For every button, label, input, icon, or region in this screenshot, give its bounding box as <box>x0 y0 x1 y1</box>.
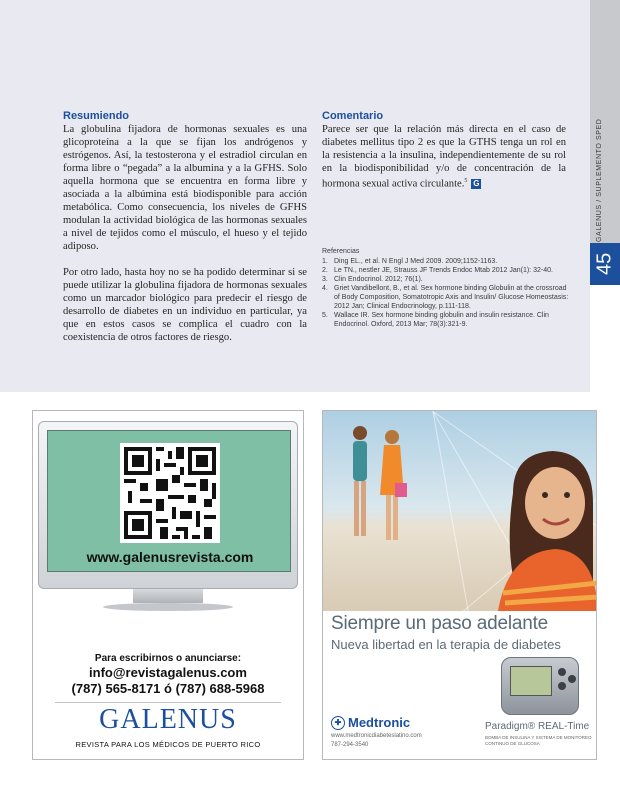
ad-slogan: Siempre un paso adelante <box>331 613 549 634</box>
beach-photo <box>323 411 597 611</box>
reference-item: 4. Griet Vandibellont, B., et al. Sex hormone binding Globulin at the crossroad of Body Composition, Somatotropic Axis and Insulin/ Glucose Homeostasis: 2012 Jan; Clinical Endocrinology, p.111-118. <box>322 285 569 310</box>
qr-code-icon[interactable] <box>120 443 220 543</box>
galenus-logo: GALENUS <box>99 704 237 735</box>
page-number: 45 <box>593 252 616 276</box>
comment-text: Parece ser que la relación más directa en el caso de diabetes mellitus tipo 2 es que la GTHS tenga un rol en la resistencia a la insulina, independientemente de su rol en la biodisponibilidad y/o de concentración de la hormona sexual activa circulante. <box>322 124 566 190</box>
reference-item: 3. Clin Endocrinol. 2012; 76(1). <box>322 276 423 283</box>
reference-item: 5. Wallace IR. Sex hormone binding globulin and insulin resistance. Clin Endocrinol. Oxford, 2013 Mar; 78(3):321-9. <box>322 312 549 328</box>
galenus-ad <box>32 410 304 760</box>
product-description: BOMBA DE INSULINA Y SISTEMA DE MONITOREO CONTINUO DE GLUCOSA <box>485 735 592 746</box>
references-list <box>322 247 572 329</box>
paragraph-1: La globulina fijadora de hormonas sexuales es una glicoproteína a la que se fijan los andrógenos y estrógenos. Así, la testosterona y el estradiol circulan en forma libre o “pegada” a la albumina y a la GFHS. Solo aquella hormona que se encuentra en forma libre y asociada a la albúmina está biodisponible para acción metabólica. Como consecuencia, los niveles de GFHS modulan la actividad biológica de las hormonas sexuales a nivel de tejidos como el músculo, el hueso y el tejido adiposo. <box>63 124 307 252</box>
right-column <box>322 110 566 191</box>
medtronic-url[interactable]: www.medtronicdiabeteslatino.com <box>331 733 422 739</box>
medtronic-phone: 787-294-3540 <box>331 742 369 748</box>
reference-item: 2. Le TN., nestler JE, Strauss JF Trends Endoc Mtab 2012 Jan(1): 32-40. <box>322 267 553 274</box>
footnote-marker: 5 <box>464 178 468 184</box>
monitor-screen <box>47 430 291 572</box>
child-figure-icon <box>377 425 407 543</box>
medtronic-brand: Medtronic <box>348 715 411 730</box>
monitor-stand <box>133 589 203 603</box>
monitor-base <box>103 603 233 611</box>
ad-divider <box>55 702 281 703</box>
section-heading-comentario: Comentario <box>322 110 384 122</box>
insulin-pump-icon <box>501 657 579 715</box>
paragraph-2: Por otro lado, hasta hoy no se ha podido determinar si se puede utilizar la globulina fijadora de hormonas sexuales como un marcador biológico para predecir el riesgo de desarrollo de diabetes en un individuo en particular, ya que en estos casos se complica el cuadro con la coexistencia de otros factores de riesgo. <box>63 267 307 343</box>
medtronic-emblem-icon: ✚ <box>331 716 345 730</box>
product-name: Paradigm® REAL-Time <box>485 721 590 732</box>
ad-subtitle: Nueva libertad en la terapia de diabetes <box>331 637 561 652</box>
contact-phones: (787) 565-8171 ó (787) 688-5968 <box>71 681 265 696</box>
medtronic-logo <box>331 715 410 730</box>
monitor-illustration <box>38 421 298 589</box>
galenus-tagline: REVISTA PARA LOS MÉDICOS DE PUERTO RICO <box>75 740 261 749</box>
contact-label: Para escribirnos o anunciarse: <box>94 653 242 664</box>
child-figure-icon <box>345 421 375 541</box>
girl-portrait-icon <box>483 433 597 611</box>
galenus-url[interactable]: www.galenusrevista.com <box>86 549 254 565</box>
comment-paragraph <box>322 123 566 191</box>
galenus-end-mark: G <box>473 179 480 189</box>
references-title: Referencias <box>322 248 360 255</box>
left-column <box>63 110 307 344</box>
journal-label: GALENUS / SUPLEMENTO SPED <box>596 118 603 242</box>
reference-item: 1. Ding EL., et al. N Engl J Med 2009. 2009;1152-1163. <box>322 258 498 265</box>
section-heading-resumiendo: Resumiendo <box>63 110 130 122</box>
contact-email[interactable]: info@revistagalenus.com <box>89 665 247 680</box>
pump-screen <box>510 666 552 696</box>
medtronic-ad <box>322 410 597 760</box>
